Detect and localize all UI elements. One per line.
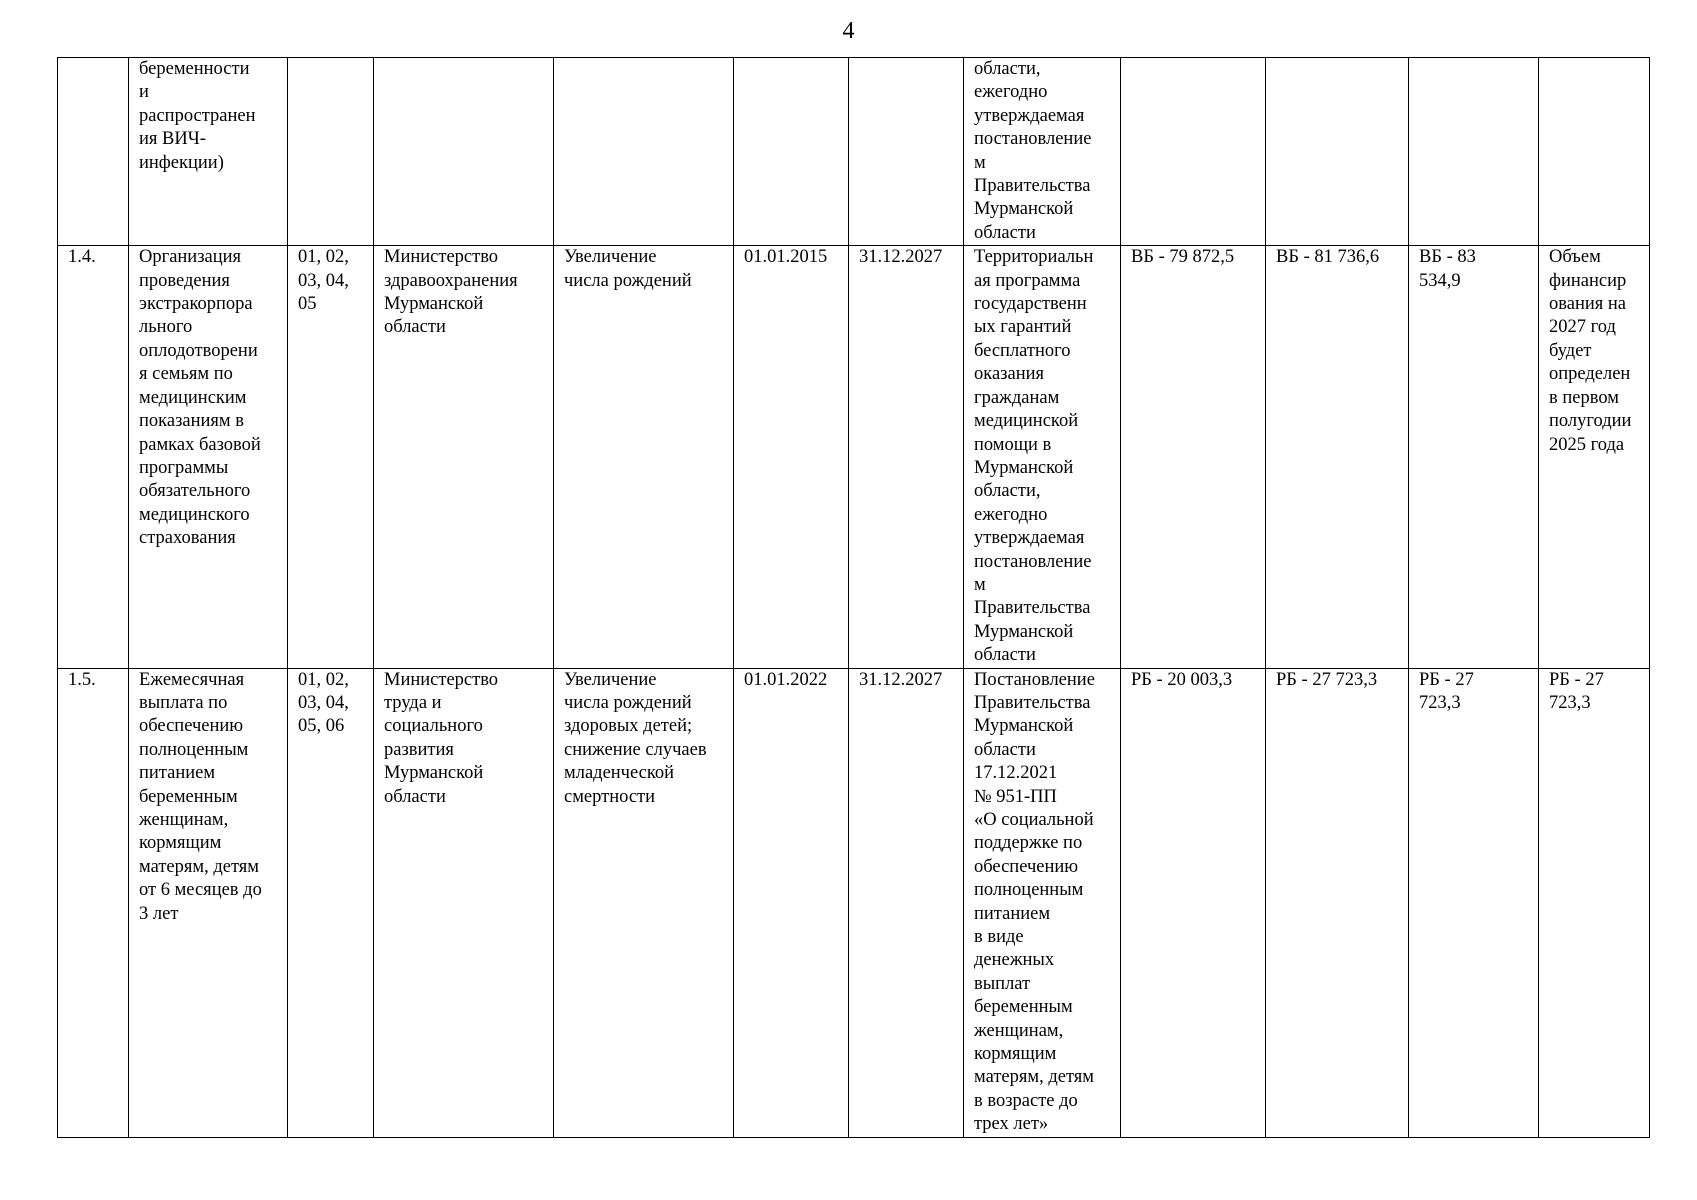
- cell-note: РБ - 27 723,3: [1539, 668, 1650, 1137]
- cell-funding-2025: [1121, 58, 1266, 246]
- cell-funding-2027: РБ - 27 723,3: [1409, 668, 1539, 1137]
- page-number: 4: [842, 18, 855, 44]
- cell-note: [1539, 58, 1650, 246]
- cell-task-codes: [288, 58, 374, 246]
- cell-note: Объем финансир ования на 2027 год будет определен в первом полугодии 2025 года: [1539, 246, 1650, 668]
- cell-legal-basis: области, ежегодно утверждаемая постановление м Правительства Мурманской области: [964, 58, 1121, 246]
- cell-end-date: [849, 58, 964, 246]
- cell-task-codes: 01, 02, 03, 04, 05: [288, 246, 374, 668]
- cell-funding-2026: ВБ - 81 736,6: [1266, 246, 1409, 668]
- cell-number: [58, 58, 129, 246]
- cell-end-date: 31.12.2027: [849, 668, 964, 1137]
- table-row: [58, 58, 1650, 246]
- cell-legal-basis: Территориальн ая программа государственн ых гарантий бесплатного оказания гражданам медицинской помощи в Мурманской области, ежегодно утверждаемая постановление м Правительства Мурманской области: [964, 246, 1121, 668]
- table-row: [58, 668, 1650, 1137]
- cell-funding-2026: [1266, 58, 1409, 246]
- cell-executor: Министерство здравоохранения Мурманской области: [374, 246, 554, 668]
- cell-funding-2026: РБ - 27 723,3: [1266, 668, 1409, 1137]
- cell-start-date: 01.01.2015: [734, 246, 849, 668]
- cell-funding-2025: РБ - 20 003,3: [1121, 668, 1266, 1137]
- cell-activity-name: Ежемесячная выплата по обеспечению полноценным питанием беременным женщинам, кормящим матерям, детям от 6 месяцев до 3 лет: [129, 668, 288, 1137]
- cell-task-codes: 01, 02, 03, 04, 05, 06: [288, 668, 374, 1137]
- table-row: [58, 246, 1650, 668]
- cell-end-date: 31.12.2027: [849, 246, 964, 668]
- cell-legal-basis: Постановление Правительства Мурманской области 17.12.2021 № 951-ПП «О социальной поддержке по обеспечению полноценным питанием в виде денежных выплат беременным женщинам, кормящим матерям, детям в возрасте до трех лет»: [964, 668, 1121, 1137]
- cell-funding-2027: ВБ - 83 534,9: [1409, 246, 1539, 668]
- cell-activity-name: беременности и распространен ия ВИЧ- инфекции): [129, 58, 288, 246]
- cell-expected-result: Увеличение числа рождений здоровых детей; снижение случаев младенческой смертности: [554, 668, 734, 1137]
- cell-start-date: 01.01.2022: [734, 668, 849, 1137]
- cell-funding-2025: ВБ - 79 872,5: [1121, 246, 1266, 668]
- cell-executor: [374, 58, 554, 246]
- cell-executor: Министерство труда и социального развития Мурманской области: [374, 668, 554, 1137]
- cell-start-date: [734, 58, 849, 246]
- cell-expected-result: Увеличение числа рождений: [554, 246, 734, 668]
- program-activities-table: [57, 57, 1650, 1138]
- cell-expected-result: [554, 58, 734, 246]
- cell-activity-name: Организация проведения экстракорпора льного оплодотворени я семьям по медицинским показаниям в рамках базовой программы обязательного медицинского страхования: [129, 246, 288, 668]
- cell-number: 1.4.: [58, 246, 129, 668]
- cell-funding-2027: [1409, 58, 1539, 246]
- cell-number: 1.5.: [58, 668, 129, 1137]
